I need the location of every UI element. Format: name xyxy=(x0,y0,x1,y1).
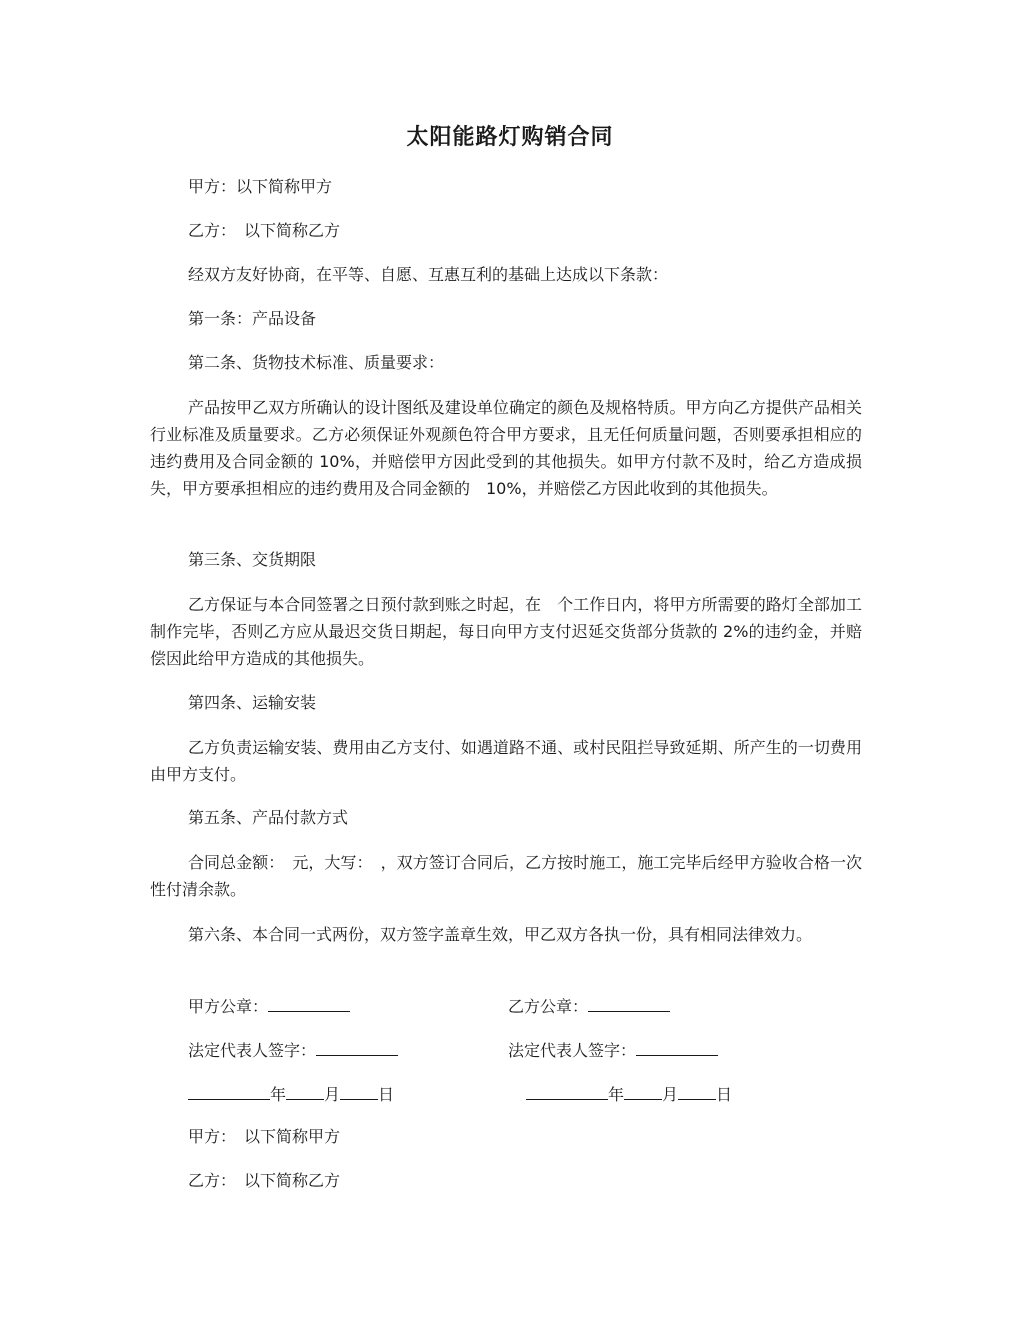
party-b-rep-blank xyxy=(636,1039,718,1056)
article-5-heading: 第五条、产品付款方式 xyxy=(188,808,349,827)
party-a-rep-blank xyxy=(316,1039,398,1056)
article-1-heading: 第一条：产品设备 xyxy=(188,309,317,328)
document-title: 太阳能路灯购销合同 xyxy=(406,125,614,150)
party-b-day-label: 日 xyxy=(716,1085,733,1104)
article-4-body: 乙方负责运输安装、费用由乙方支付、如遇道路不通、或村民阻拦导致延期、所产生的一切费用由甲方支付。 xyxy=(150,738,862,784)
party-a-year-label: 年 xyxy=(270,1085,287,1104)
intro-line: 经双方友好协商，在平等、自愿、互惠互利的基础上达成以下条款： xyxy=(188,265,669,284)
party-b-year-blank xyxy=(526,1083,608,1100)
party-b-seal-blank xyxy=(588,995,670,1012)
party-a-month-blank xyxy=(286,1083,324,1100)
party-b-month-blank xyxy=(624,1083,662,1100)
party-b-rep-label: 法定代表人签字： xyxy=(508,1041,637,1060)
party-a-seal-blank xyxy=(268,995,350,1012)
article-4-heading: 第四条、运输安装 xyxy=(188,693,317,712)
party-a-month-label: 月 xyxy=(324,1085,341,1104)
article-2-body: 产品按甲乙双方所确认的设计图纸及建设单位确定的颜色及规格特质。甲方向乙方提供产品相关行业标准及质量要求。乙方必须保证外观颜色符合甲方要求，且无任何质量问题，否则要承担相应的违约费用及合同金额的 10%，并赔偿甲方因此受到的其他损失。如甲方付款不及时，给乙方造成损失，甲方要承担相应的违约费用及合同金额的 10%，并赔偿乙方因此收到的其他损失。 xyxy=(150,398,862,498)
party-b-seal-label: 乙方公章： xyxy=(508,997,589,1016)
party-b-footer-line: 乙方： 以下简称乙方 xyxy=(188,1171,341,1190)
party-a-day-label: 日 xyxy=(378,1085,395,1104)
article-6-body: 第六条、本合同一式两份，双方签字盖章生效，甲乙双方各执一份，具有相同法律效力。 xyxy=(188,925,813,944)
article-5-body: 合同总金额： 元，大写： ，双方签订合同后，乙方按时施工，施工完毕后经甲方验收合格一次性付清余款。 xyxy=(150,853,862,899)
article-3-body: 乙方保证与本合同签署之日预付款到账之时起，在 个工作日内，将甲方所需要的路灯全部加工制作完毕，否则乙方应从最迟交货日期起，每日向甲方支付迟延交货部分货款的 2%的违约金，并赔偿因此给甲方造成的其他损失。 xyxy=(150,595,862,668)
party-a-day-blank xyxy=(340,1083,378,1100)
party-a-seal-label: 甲方公章： xyxy=(188,997,269,1016)
party-a-seal xyxy=(188,995,350,1017)
party-a-date xyxy=(188,1083,394,1105)
party-b-seal xyxy=(508,995,670,1017)
party-a-year-blank xyxy=(188,1083,270,1100)
article-3-heading: 第三条、交货期限 xyxy=(188,550,317,569)
party-b-year-label: 年 xyxy=(608,1085,625,1104)
party-b-day-blank xyxy=(678,1083,716,1100)
party-a-representative xyxy=(188,1039,398,1061)
article-2-heading: 第二条、货物技术标准、质量要求： xyxy=(188,353,445,372)
party-b-line: 乙方： 以下简称乙方 xyxy=(188,221,341,240)
party-b-date xyxy=(526,1083,732,1105)
party-b-representative xyxy=(508,1039,718,1061)
party-a-rep-label: 法定代表人签字： xyxy=(188,1041,317,1060)
party-a-line: 甲方：以下简称甲方 xyxy=(188,177,333,196)
party-b-month-label: 月 xyxy=(662,1085,679,1104)
party-a-footer-line: 甲方： 以下简称甲方 xyxy=(188,1127,341,1146)
